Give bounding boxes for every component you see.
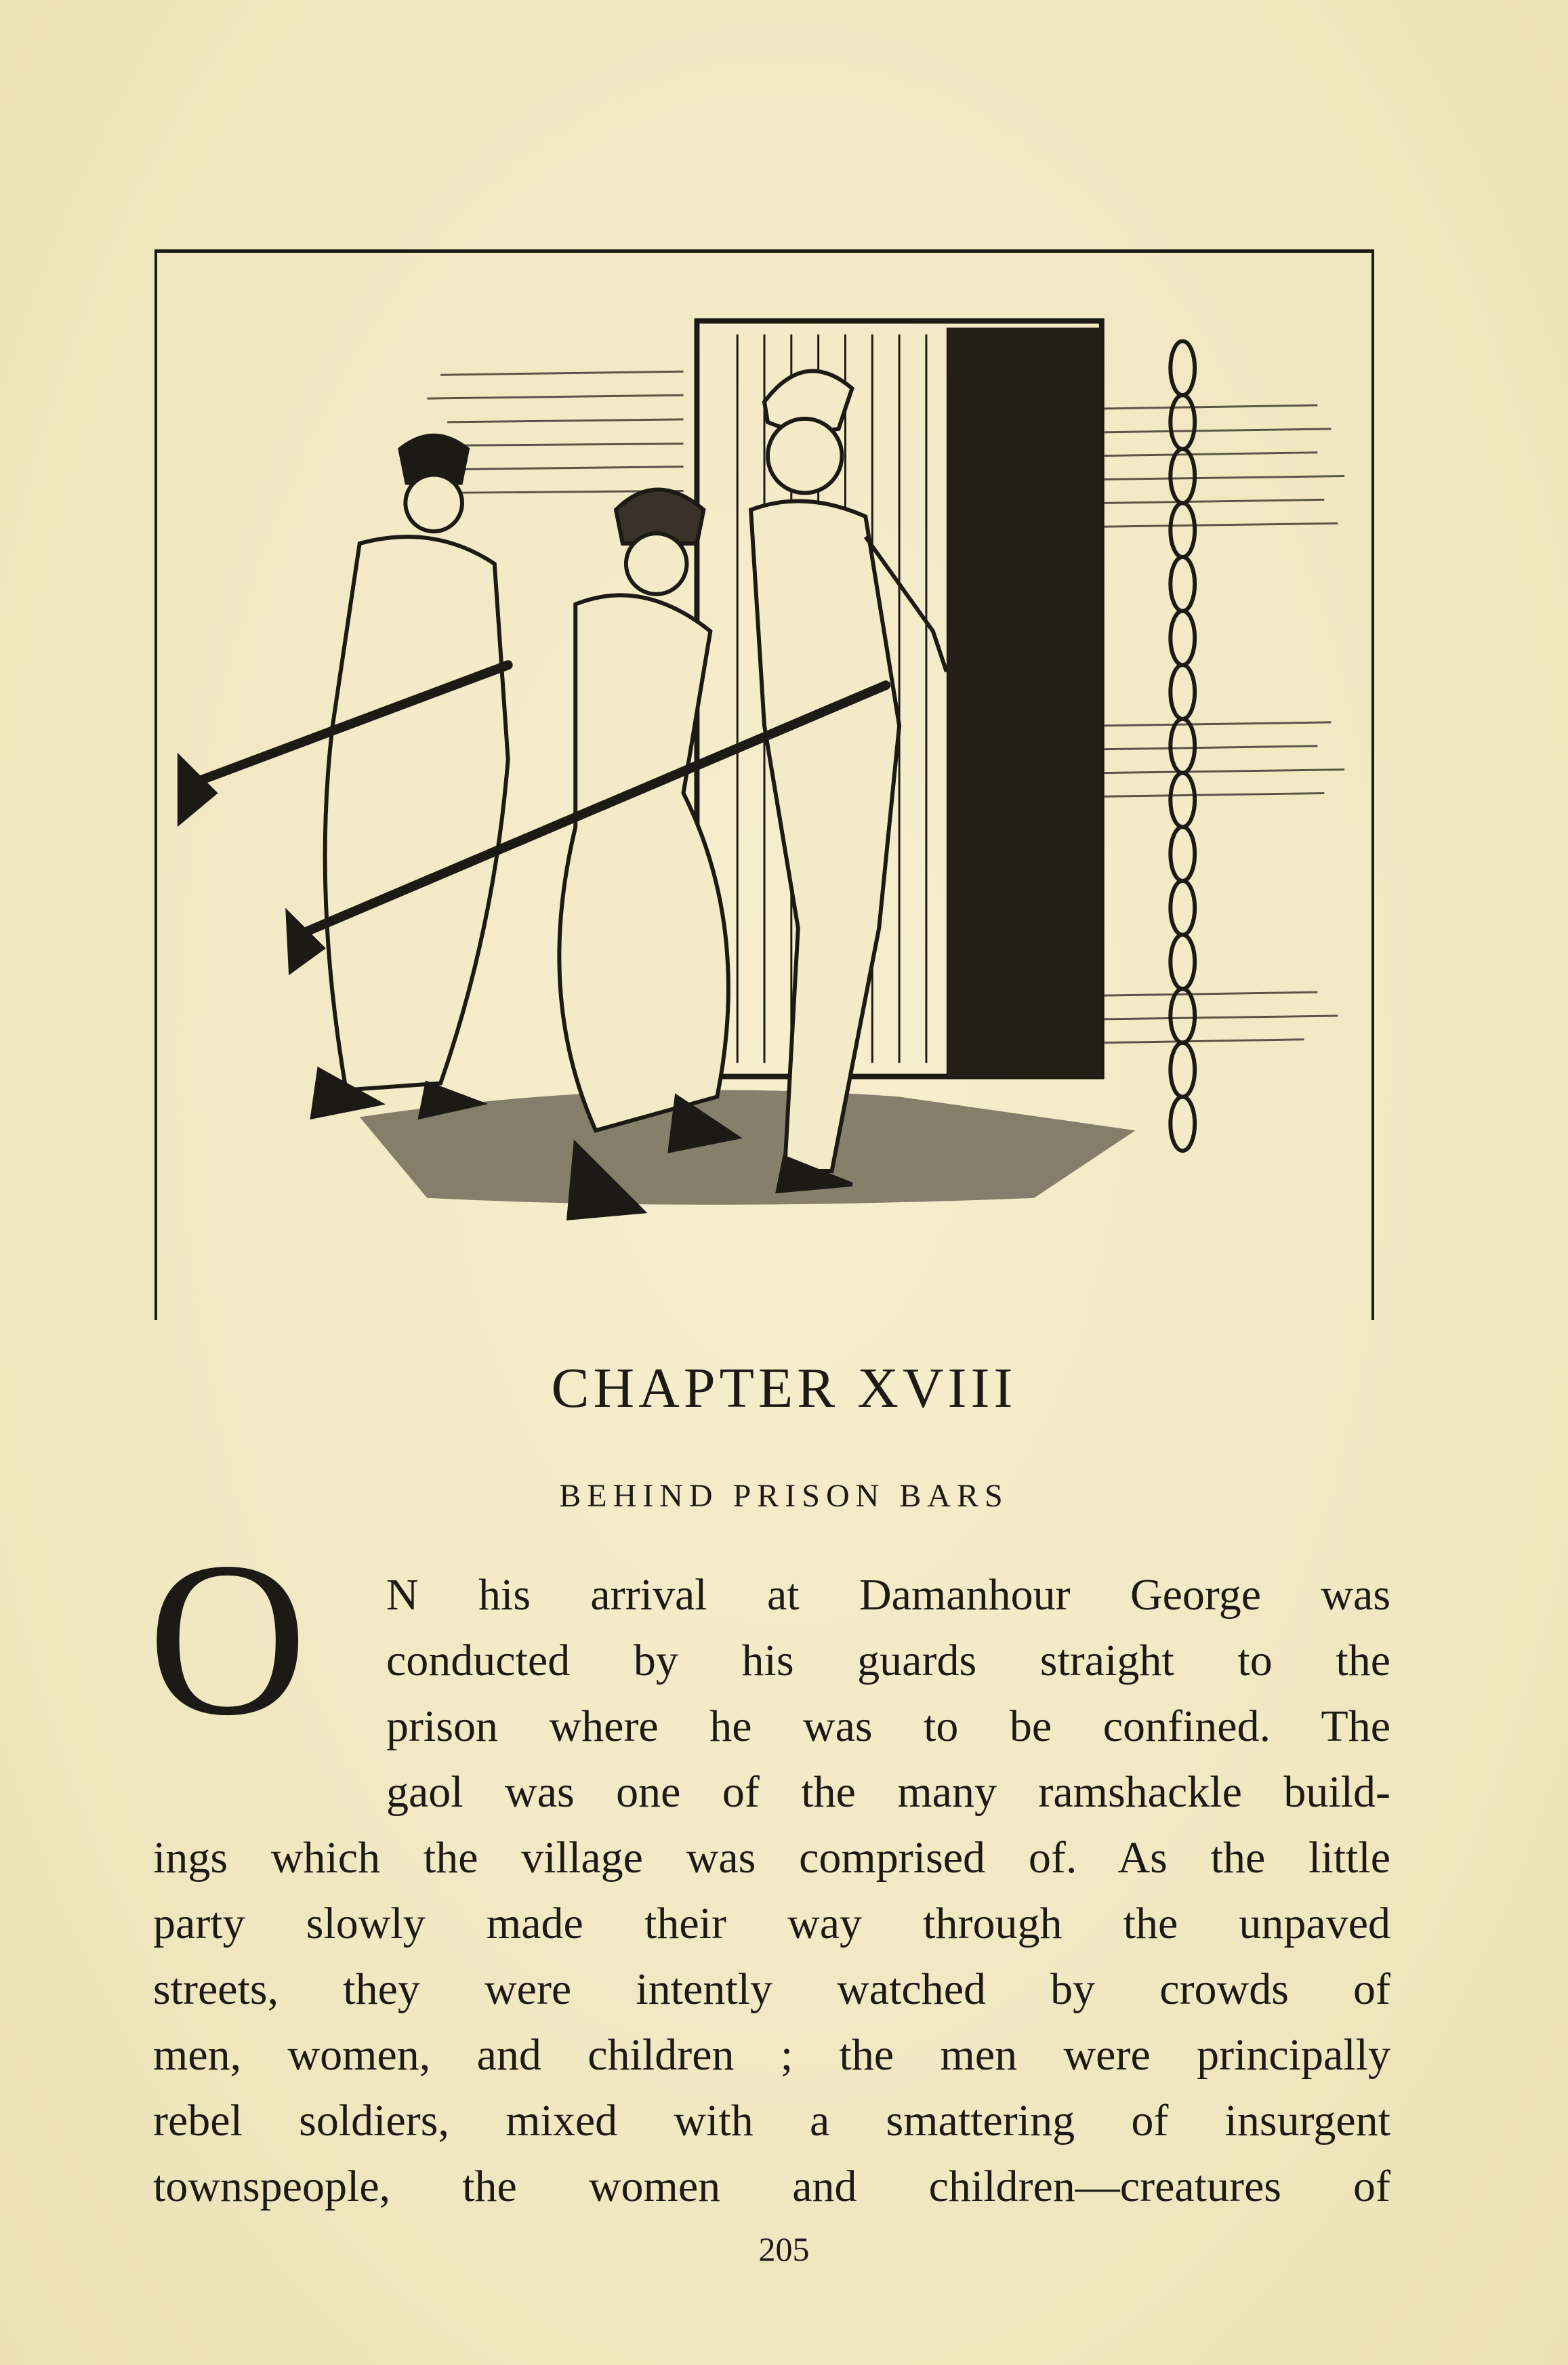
text-line: townspeople, the women and children—creatures of xyxy=(153,2162,1390,2211)
text-line: conducted by his guards straight to the xyxy=(386,1636,1390,1685)
chapter-subtitle: BEHIND PRISON BARS xyxy=(559,1478,1009,1514)
bleed-through-header xyxy=(434,146,448,182)
soldiers-at-prison-door-illustration xyxy=(157,253,1371,1320)
text-line: party slowly made their way through the unpaved xyxy=(153,1899,1390,1948)
text-line: gaol was one of the many ramshackle build- xyxy=(386,1767,1390,1817)
text-line: rebel soldiers, mixed with a smattering of insurgent xyxy=(153,2096,1390,2145)
chapter-illustration xyxy=(154,249,1374,1320)
text-line: ings which the village was comprised of. As the little xyxy=(153,1833,1390,1883)
chapter-body xyxy=(153,1562,1390,2219)
drop-cap-letter: O xyxy=(148,1516,308,1761)
chapter-title: CHAPTER XVIII xyxy=(551,1357,1017,1420)
text-line: prison where he was to be confined. The xyxy=(386,1702,1390,1751)
page-number: 205 xyxy=(758,2230,810,2268)
text-line: men, women, and children ; the men were principally xyxy=(153,2030,1390,2080)
text-line: streets, they were intently watched by crowds of xyxy=(153,1965,1390,2014)
text-line: N his arrival at Damanhour George was xyxy=(386,1570,1390,1620)
